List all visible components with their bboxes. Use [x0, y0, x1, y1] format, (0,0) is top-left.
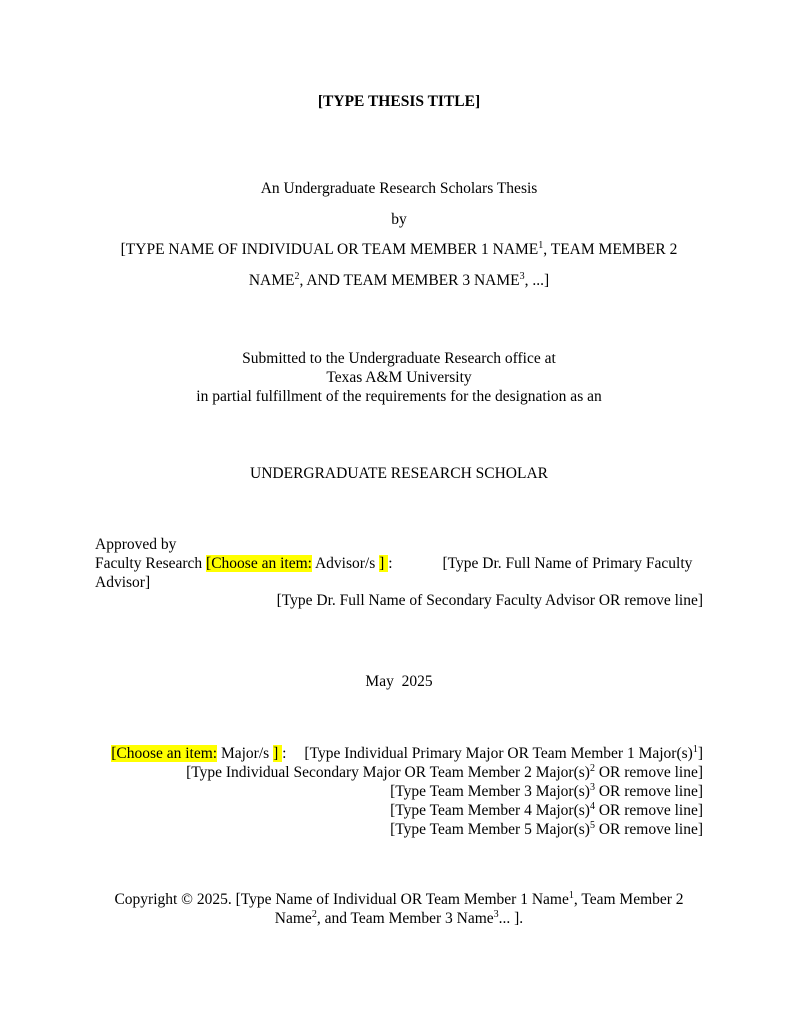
text-segment: OR remove line]: [594, 783, 703, 800]
text-segment: [Type Team Member 4 Major(s): [390, 802, 590, 819]
text-segment: OR remove line]: [594, 802, 703, 819]
majors-line-4: [60, 801, 703, 820]
tab-gap: [393, 567, 443, 568]
thesis-type-line: An Undergraduate Research Scholars Thesis: [260, 180, 538, 197]
text-segment: :: [282, 745, 287, 762]
superscript: 1: [568, 889, 574, 901]
superscript: 1: [538, 239, 544, 251]
copyright-line-1: [95, 890, 703, 909]
highlighted-dropdown-field[interactable]: [Choose an item:: [111, 745, 218, 762]
superscript: 3: [519, 270, 525, 282]
majors-line-1: [60, 744, 703, 763]
text-segment: , AND TEAM MEMBER 3 NAME: [299, 272, 520, 289]
tab-gap: [286, 757, 304, 758]
authors-line-2: [95, 271, 703, 290]
text-segment: [Type Individual Secondary Major OR Team Member 2 Major(s): [186, 764, 590, 781]
text-segment: OR remove line]: [594, 764, 703, 781]
superscript: 5: [589, 819, 595, 831]
text-segment: Advisor/s: [311, 555, 380, 572]
majors-line-5: [60, 820, 703, 839]
text-segment: [Type Dr. Full Name of Primary Faculty: [442, 555, 693, 572]
faculty-advisor-line: [95, 554, 692, 573]
text-segment: , TEAM MEMBER 2: [543, 241, 678, 258]
superscript: 4: [589, 800, 595, 812]
submission-statement-line-1: Submitted to the Undergraduate Research office at: [242, 350, 556, 367]
text-segment: Name: [274, 910, 312, 927]
text-segment: , and Team Member 3 Name: [316, 910, 494, 927]
text-segment: OR remove line]: [594, 821, 703, 838]
text-segment: [TYPE NAME OF INDIVIDUAL OR TEAM MEMBER 1 NAME: [120, 241, 539, 258]
text-segment: NAME: [248, 272, 295, 289]
superscript: 2: [294, 270, 300, 282]
text-segment: , Team Member 2: [573, 891, 684, 908]
copyright-line-2: [95, 909, 703, 928]
highlighted-dropdown-field[interactable]: ]: [379, 555, 389, 572]
text-segment: [Type Individual Primary Major OR Team Member 1 Major(s): [304, 745, 693, 762]
text-segment: :: [388, 555, 393, 572]
page-title: [TYPE THESIS TITLE]: [317, 93, 481, 110]
by-line: by: [391, 211, 407, 228]
submission-statement-line-3: in partial fulfillment of the requirements for the designation as an: [196, 388, 602, 405]
majors-line-3: [60, 782, 703, 801]
designation-line: UNDERGRADUATE RESEARCH SCHOLAR: [250, 465, 548, 482]
superscript: 2: [589, 762, 595, 774]
authors-line-1: [95, 240, 703, 259]
approved-by-label: Approved by: [95, 536, 177, 553]
text-segment: [Type Team Member 5 Major(s): [390, 821, 590, 838]
text-segment: Major/s: [217, 745, 274, 762]
majors-line-2: [60, 763, 703, 782]
text-segment: ... ].: [498, 910, 524, 927]
faculty-advisor-line-wrap: Advisor]: [95, 574, 151, 591]
text-segment: Faculty Research: [95, 555, 207, 572]
text-segment: , ...]: [524, 272, 550, 289]
secondary-advisor-line: [Type Dr. Full Name of Secondary Faculty Advisor OR remove line]: [276, 592, 703, 609]
highlighted-dropdown-field[interactable]: ]: [273, 745, 283, 762]
superscript: 2: [311, 908, 317, 920]
submission-statement-line-2: Texas A&M University: [326, 369, 472, 386]
highlighted-dropdown-field[interactable]: [Choose an item:: [206, 555, 312, 572]
superscript: 1: [692, 743, 698, 755]
text-segment: Copyright © 2025. [Type Name of Individual OR Team Member 1 Name: [114, 891, 569, 908]
graduation-date: May 2025: [365, 673, 433, 690]
superscript: 3: [493, 908, 499, 920]
superscript: 3: [589, 781, 595, 793]
text-segment: [Type Team Member 3 Major(s): [390, 783, 590, 800]
text-segment: ]: [697, 745, 703, 762]
